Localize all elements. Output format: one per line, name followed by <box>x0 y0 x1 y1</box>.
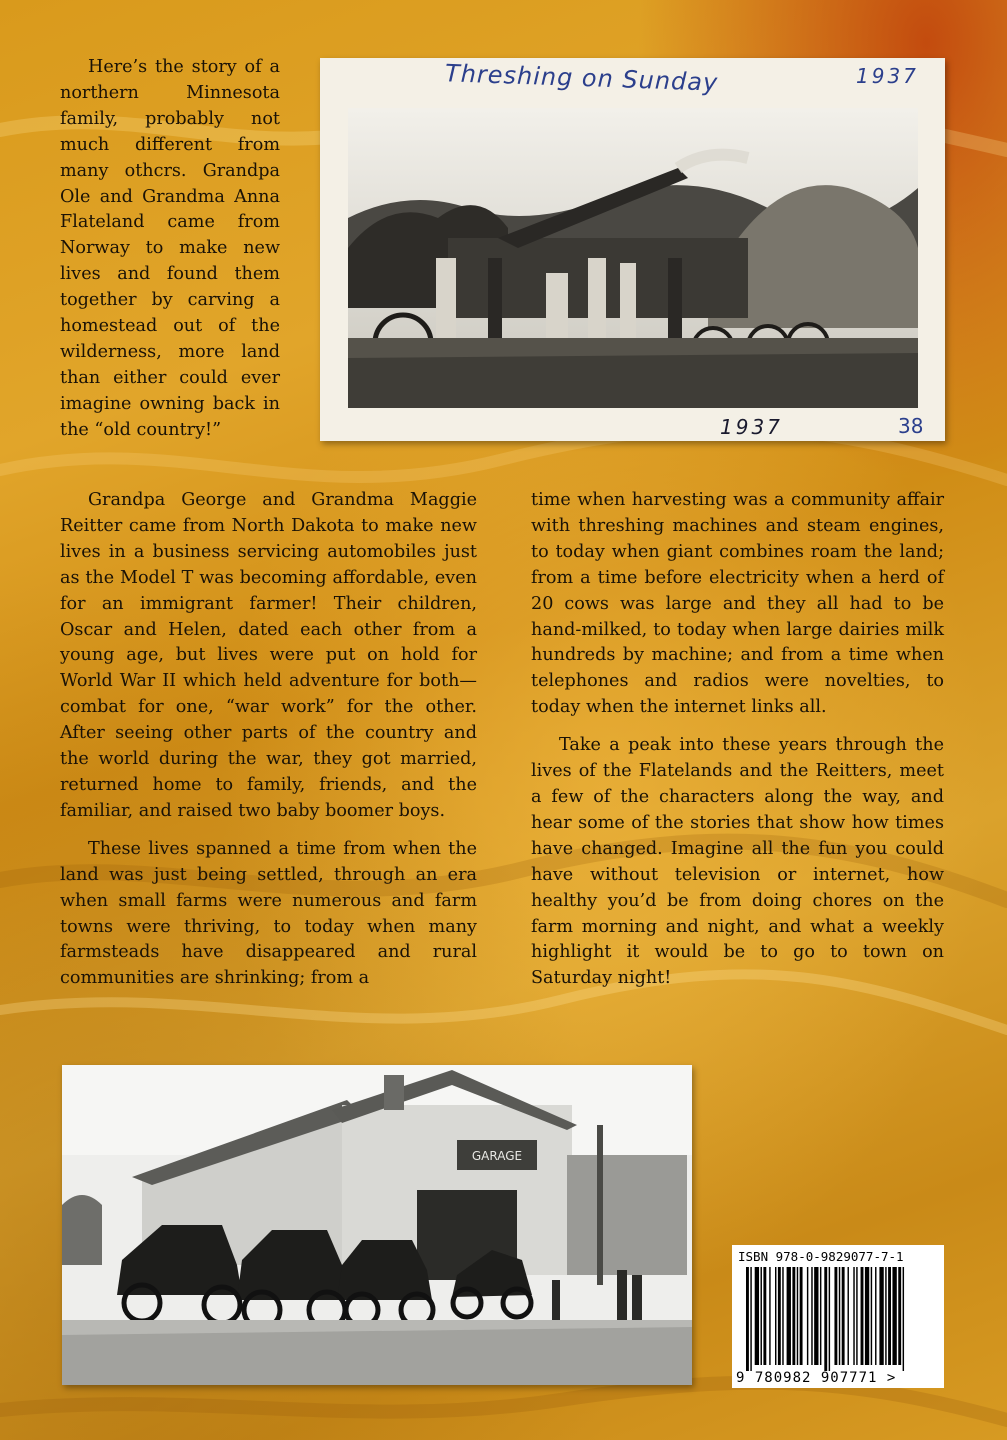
photo-caption: Threshing on Sunday <box>444 59 719 97</box>
barcode-bar <box>797 1267 798 1365</box>
barcode-bar <box>782 1267 783 1365</box>
barcode-bar <box>839 1267 840 1365</box>
garage-scene-image <box>62 1065 692 1385</box>
barcode-bar <box>811 1267 812 1365</box>
isbn-digits: 9 780982 907771 > <box>736 1370 897 1386</box>
barcode-bar <box>824 1267 827 1371</box>
barcode-bar <box>750 1267 751 1371</box>
barcode-bar <box>871 1267 872 1365</box>
barcode-bar <box>769 1267 770 1365</box>
threshing-photo <box>320 58 945 441</box>
photo-page-number: 38 <box>898 414 924 438</box>
barcode-bar <box>879 1267 883 1365</box>
barcode-bar <box>775 1267 776 1365</box>
barcode-bar <box>829 1267 830 1371</box>
barcode-bar <box>746 1267 749 1371</box>
garage-sign-text: GARAGE <box>471 1149 523 1163</box>
right-paragraph-1: time when harvesting was a community affair with threshing machines and steam engines, to today when giant combines roam the land; from a time before electricity when a herd of 20 cows was large and they all had to be hand-milked, to today when large dairies milk hundreds by machine; and from a time when telephones and radios were novelties, to today when the internet links all. <box>531 490 944 718</box>
photo-year-bottom: 1937 <box>720 415 783 439</box>
barcode-bar <box>885 1267 886 1365</box>
barcode-bar <box>848 1267 849 1365</box>
barcode-bar <box>792 1267 795 1365</box>
barcode-bar <box>856 1267 857 1365</box>
barcode-bar <box>778 1267 781 1365</box>
left-column <box>60 488 477 1004</box>
barcode-bar <box>807 1267 808 1365</box>
barcode-bar <box>853 1267 854 1365</box>
barcode-bars <box>732 1245 944 1388</box>
photo-year-top: 1937 <box>856 64 919 88</box>
barcode-bar <box>865 1267 869 1365</box>
barcode-bar <box>787 1267 791 1365</box>
barcode-bar <box>820 1267 821 1365</box>
intro-paragraph: Here’s the story of a northern Minnesota family, probably not much different from many othcrs. Grandpa Ole and Grandma Anna Flateland came from Norway to make new lives and found them together by carving a homestead out of the wilderness, more land than either could ever imagine owning back in the “old country!” <box>60 57 280 440</box>
barcode-bar <box>888 1267 891 1365</box>
barcode-bar <box>834 1267 837 1365</box>
right-paragraph-2: Take a peak into these years through the lives of the Flatelands and the Reitters, meet a few of the characters along the way, and hear some of the stories that show how times have changed. Imagine all the fun you could have without television or internet, how healthy you’d be from doing chores on the farm morning and night, and what a weekly highlight it would be to go to town on Saturday night! <box>531 735 944 989</box>
barcode-bar <box>898 1267 901 1365</box>
left-paragraph-2: These lives spanned a time from when the land was just being settled, through an era when small farms were numerous and farm towns were thriving, to today when many farmsteads have disappeared and rural communities are shrinking; from a <box>60 838 477 989</box>
barcode-bar <box>842 1267 845 1365</box>
barcode-bar <box>755 1267 759 1365</box>
isbn-barcode <box>732 1245 944 1388</box>
barcode-bar <box>903 1267 904 1371</box>
garage-photo <box>62 1065 692 1385</box>
threshing-scene-image <box>348 108 918 408</box>
barcode-bar <box>892 1267 896 1365</box>
barcode-bar <box>875 1267 876 1365</box>
barcode-bar <box>761 1267 762 1365</box>
barcode-bar <box>861 1267 864 1365</box>
left-paragraph-1: Grandpa George and Grandma Maggie Reitter came from North Dakota to make new lives in a business servicing automobiles just as the Model T was becoming affordable, even for an immigrant farmer! Their children, Oscar and Helen, dated each other from a young age, but lives were put on hold for World War II which held adventure for both—combat for one, “war work” for the other. After seeing other parts of the country and the world during the war, they got married, returned home to family, friends, and the familiar, and raised two baby boomer boys. <box>60 490 477 821</box>
isbn-label: ISBN 978-0-9829077-7-1 <box>738 1249 904 1264</box>
barcode-bar <box>814 1267 818 1365</box>
barcode-bar <box>763 1267 766 1365</box>
right-column <box>531 488 944 1004</box>
barcode-bar <box>800 1267 803 1365</box>
